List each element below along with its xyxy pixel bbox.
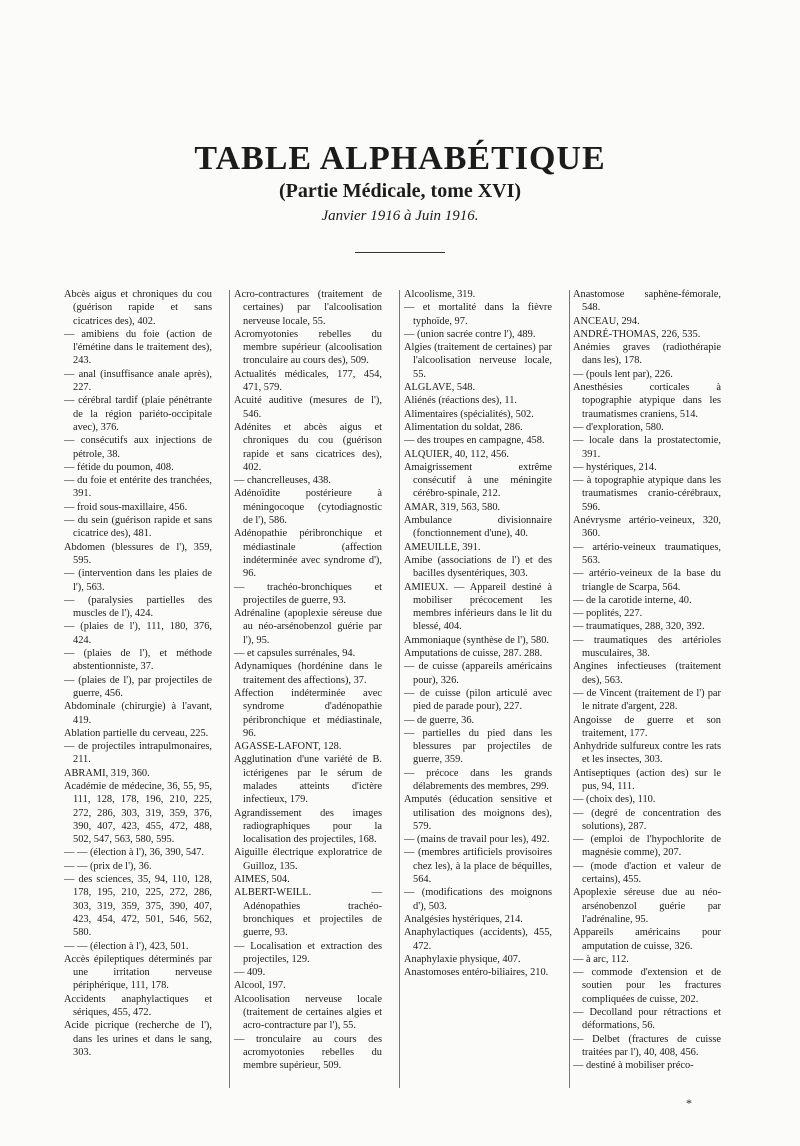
index-column-1 xyxy=(64,288,212,1059)
index-entry: — cérébral tardif (plaie pénétrante de la région pariéto-occipitale avec), 376. xyxy=(64,395,212,433)
index-entry: — du sein (guérison rapide et sans cicatrice des), 481. xyxy=(64,515,212,540)
index-entry: Anastomose saphène-fémorale, 548. xyxy=(573,289,721,314)
title-rule xyxy=(355,252,445,253)
index-entry: Affection indéterminée avec syndrome d'adénopathie péribronchique et médiastinale, 96. xyxy=(234,687,382,739)
index-entry: AMIEUX. — Appareil destiné à mobiliser précocement les membres inférieurs dans le lit du blessé, 404. xyxy=(404,581,552,633)
index-entry: — partielles du pied dans les blessures par projectiles de guerre, 359. xyxy=(404,727,552,766)
index-entry: — du foie et entérite des tranchées, 391. xyxy=(64,475,212,500)
index-entry: — froid sous-maxillaire, 456. xyxy=(64,501,188,513)
index-entry: Anévrysme artério-veineux, 320, 360. xyxy=(573,515,721,540)
index-entry: — (plaies de l'), 111, 180, 376, 424. xyxy=(64,621,212,646)
index-entry: Alimentation du soldat, 286. xyxy=(404,421,523,433)
index-entry: ABRAMI, 319, 360. xyxy=(64,767,150,779)
index-entry: Ammoniaque (synthèse de l'), 580. xyxy=(404,634,550,646)
index-entry: — (mains de travail pour les), 492. xyxy=(404,834,550,846)
index-entry: Accidents anaphylactiques et sériques, 455, 472. xyxy=(64,993,212,1019)
index-entry: Adénopathie péribronchique et médiastinale (affection indéterminée avec syndrome d'), 96. xyxy=(234,528,382,580)
index-entry: Apoplexie séreuse due au néo-arsénobenzol guérie par l'adrénaline, 95. xyxy=(573,887,721,925)
index-entry: — de Vincent (traitement de l') par le nitrate d'argent, 228. xyxy=(573,687,721,713)
index-entry: — (choix des), 110. xyxy=(573,794,656,806)
index-entry: Amputations de cuisse, 287. 288. xyxy=(404,648,543,660)
index-entry: — (pouls lent par), 226. xyxy=(573,368,673,380)
index-entry: — commode d'extension et de soutien pour les fractures compliquées de cuisse, 202. xyxy=(573,967,721,1005)
index-entry: Angoisse de guerre et son traitement, 177. xyxy=(573,714,721,739)
index-entry: Anesthésies corticales à topographie atypique dans les traumatismes craniens, 514. xyxy=(573,382,721,420)
index-entry: — 409. xyxy=(234,967,266,979)
index-entry: Amputés (éducation sensitive et utilisation des moignons des), 579. xyxy=(404,794,552,832)
index-entry: Anaphylactiques (accidents), 455, 472. xyxy=(404,927,552,952)
index-entry: — (paralysies partielles des muscles de l'), 424. xyxy=(64,594,212,620)
index-entry: — traumatiques des artérioles musculaires, 38. xyxy=(573,634,721,660)
index-entry: — fétide du poumon, 408. xyxy=(64,461,174,473)
index-entry: Aliénés (réactions des), 11. xyxy=(404,395,518,407)
index-column-2 xyxy=(234,288,382,1073)
index-entry: — Delbet (fractures de cuisse traitées par l'), 40, 408, 456. xyxy=(573,1033,721,1058)
index-entry: — (membres artificiels provisoires chez les), à la place de béquilles, 564. xyxy=(404,847,552,886)
index-entry: — chancrelleuses, 438. xyxy=(234,475,331,487)
index-entry: Actualités médicales, 177, 454, 471, 579. xyxy=(234,368,382,394)
index-entry: Amibe (associations de l') et des bacilles dysentériques, 303. xyxy=(404,554,552,580)
index-entry: ALQUIER, 40, 112, 456. xyxy=(404,448,509,460)
index-entry: AGASSE-LAFONT, 128. xyxy=(234,741,342,753)
index-entry: — (modifications des moignons d'), 503. xyxy=(404,887,552,912)
column-divider xyxy=(569,290,570,1088)
index-entry: — de cuisse (appareils américains pour), 326. xyxy=(404,661,552,686)
index-entry: Alcool, 197. xyxy=(234,980,286,992)
column-divider xyxy=(399,290,400,1088)
index-entry: Analgésies hystériques, 214. xyxy=(404,913,523,925)
index-entry: Acide picrique (recherche de l'), dans les urines et dans le sang, 303. xyxy=(64,1020,212,1058)
page-subtitle: (Partie Médicale, tome XVI) xyxy=(278,180,522,202)
index-entry: Acromyotonies rebelles du membre supérieur (alcoolisation tronculaire au cours des), 509. xyxy=(234,328,382,367)
index-entry: — précoce dans les grands délabrements des membres, 299. xyxy=(404,767,552,792)
index-entry: — — (élection à l'), 423, 501. xyxy=(64,940,189,952)
index-entry: — destiné à mobiliser préco- xyxy=(573,1060,694,1072)
index-entry: — anal (insuffisance anale après), 227. xyxy=(64,368,212,394)
index-entry: — de projectiles intrapulmonaires, 211. xyxy=(64,741,212,766)
index-entry: — amibiens du foie (action de l'émétine dans le traitement des), 243. xyxy=(64,328,212,367)
index-entry: Anaphylaxie physique, 407. xyxy=(404,953,521,965)
index-entry: Académie de médecine, 36, 55, 95, 111, 128, 178, 196, 210, 225, 272, 286, 303, 319, 359, 376, 390, 407, 423, 455, 472, 488, 502, 547, 563, 580, 595. xyxy=(64,780,212,846)
index-entry: — tronculaire au cours des acromyotonies rebelles du membre supérieur, 509. xyxy=(234,1033,382,1072)
index-column-3 xyxy=(404,288,552,979)
index-entry: — artério-veineux traumatiques, 563. xyxy=(573,541,721,566)
index-entry: Antiseptiques (action des) sur le pus, 94, 111. xyxy=(573,767,721,792)
index-entry: — d'exploration, 580. xyxy=(573,421,664,433)
page-title: TABLE ALPHABÉTIQUE xyxy=(194,140,606,177)
index-entry: — et mortalité dans la fièvre typhoïde, 97. xyxy=(404,302,552,327)
index-entry: Adénites et abcès aigus et chroniques du cou (guérison rapide et sans cicatrices des), 402. xyxy=(234,421,382,473)
date-range: Janvier 1916 à Juin 1916. xyxy=(321,208,479,224)
index-column-4 xyxy=(573,288,721,1073)
index-entry: Adénoïdite postérieure à méningocoque (cytodiagnostic de l'), 586. xyxy=(234,488,382,527)
index-entry: Alcoolisation nerveuse locale (traitement de certaines algies et acro-contracture par l'), 55. xyxy=(234,993,382,1032)
index-entry: — de guerre, 36. xyxy=(404,714,475,726)
index-entry: ANCEAU, 294. xyxy=(573,315,640,327)
index-entry: — trachéo-bronchiques et projectiles de guerre, 93. xyxy=(234,581,382,606)
index-entry: Algies (traitement de certaines) par l'alcoolisation nerveuse locale, 55. xyxy=(404,342,552,380)
index-entry: Agrandissement des images radiographiques pour la localisation des projectiles, 168. xyxy=(234,807,382,846)
index-entry: — des sciences, 35, 94, 110, 128, 178, 195, 210, 225, 272, 286, 303, 319, 359, 375, 390, 407, 423, 454, 472, 501, 546, 562, 580. xyxy=(64,874,212,939)
index-entry: — (plaies de l'), par projectiles de guerre, 456. xyxy=(64,674,212,699)
index-entry: — (emploi de l'hypochlorite de magnésie comme), 207. xyxy=(573,834,721,859)
index-entry: Acro-contractures (traitement de certaines) par l'alcoolisation nerveuse locale, 55. xyxy=(234,289,382,327)
index-entry: — (union sacrée contre l'), 489. xyxy=(404,328,536,340)
index-entry: Alcoolisme, 319. xyxy=(404,289,476,300)
index-entry: Adrénaline (apoplexie séreuse due au néo-arsénobenzol guérie par l'), 95. xyxy=(234,608,382,646)
index-entry: — Decolland pour rétractions et déformations, 56. xyxy=(573,1007,721,1032)
index-entry: Accès épileptiques déterminés par une irritation nerveuse périphérique, 111, 178. xyxy=(64,953,212,992)
index-entry: — à arc, 112. xyxy=(573,953,629,965)
index-entry: — (degré de concentration des solutions), 287. xyxy=(573,807,721,832)
index-entry: Amaigrissement extrême consécutif à une méningite cérébro-spinale, 212. xyxy=(404,461,552,500)
index-entry: Angines infectieuses (traitement des), 563. xyxy=(573,661,721,686)
index-entry: — — (prix de l'), 36. xyxy=(64,860,152,872)
index-entry: — — (élection à l'), 36, 390, 547. xyxy=(64,847,205,859)
column-divider xyxy=(229,290,230,1088)
index-entry: — poplités, 227. xyxy=(573,608,643,620)
index-entry: — traumatiques, 288, 320, 392. xyxy=(573,621,705,633)
index-entry: — des troupes en campagne, 458. xyxy=(404,435,545,447)
index-entry: — (plaies de l'), et méthode abstentionniste, 37. xyxy=(64,648,212,673)
index-entry: Acuité auditive (mesures de l'), 546. xyxy=(234,395,382,420)
index-entry: Aiguille électrique exploratrice de Guilloz, 135. xyxy=(234,847,382,872)
index-entry: Abdominale (chirurgie) à l'avant, 419. xyxy=(64,701,212,726)
index-entry: Anémies graves (radiothérapie dans les), 178. xyxy=(573,342,721,367)
index-entry: Ablation partielle du cerveau, 225. xyxy=(64,727,209,739)
footer-mark: * xyxy=(686,1096,692,1110)
index-entry: — locale dans la prostatectomie, 391. xyxy=(573,435,721,460)
index-entry: — de cuisse (pilon articulé avec pied de parade pour), 227. xyxy=(404,687,552,713)
index-entry: — hystériques, 214. xyxy=(573,461,657,473)
index-entry: Anhydride sulfureux contre les rats et les insectes, 303. xyxy=(573,741,721,766)
index-entry: — consécutifs aux injections de pétrole, 38. xyxy=(64,435,212,460)
index-entry: — de la carotide interne, 40. xyxy=(573,594,692,606)
index-entry: ANDRÉ-THOMAS, 226, 535. xyxy=(573,328,701,340)
index-entry: — et capsules surrénales, 94. xyxy=(234,648,356,660)
index-entry: — artério-veineux de la base du triangle de Scarpa, 564. xyxy=(573,568,721,593)
index-entry: AMAR, 319, 563, 580. xyxy=(404,501,501,513)
index-entry: Appareils américains pour amputation de cuisse, 326. xyxy=(573,927,721,952)
index-entry: — (intervention dans les plaies de l'), 563. xyxy=(64,568,212,593)
index-entry: — Localisation et extraction des projectiles, 129. xyxy=(234,940,382,965)
index-entry: Anastomoses entéro-biliaires, 210. xyxy=(404,967,549,979)
index-entry: — à topographie atypique dans les traumatismes cranio-cérébraux, 596. xyxy=(573,475,721,513)
index-entry: Alimentaires (spécialités), 502. xyxy=(404,408,534,420)
index-entry: Abdomen (blessures de l'), 359, 595. xyxy=(64,541,212,566)
index-entry: AMEUILLE, 391. xyxy=(404,541,481,553)
index-entry: Agglutination d'une variété de B. ictérigenes par le sérum de malades atteints d'ictère infectieux, 179. xyxy=(234,754,382,806)
index-entry: Abcès aigus et chroniques du cou (guérison rapide et sans cicatrices des), 402. xyxy=(64,289,212,327)
index-entry: — (mode d'action et valeur de certains), 455. xyxy=(573,860,721,886)
index-entry: AIMES, 504. xyxy=(234,874,290,886)
index-entry: Adynamiques (hordénine dans le traitement des affections), 37. xyxy=(234,661,382,686)
index-entry: ALBERT-WEILL. — Adénopathies trachéo-bronchiques et projectiles de guerre, 93. xyxy=(234,887,382,939)
index-entry: ALGLAVE, 548. xyxy=(404,382,476,394)
index-entry: Ambulance divisionnaire (fonctionnement d'une), 40. xyxy=(404,515,552,540)
